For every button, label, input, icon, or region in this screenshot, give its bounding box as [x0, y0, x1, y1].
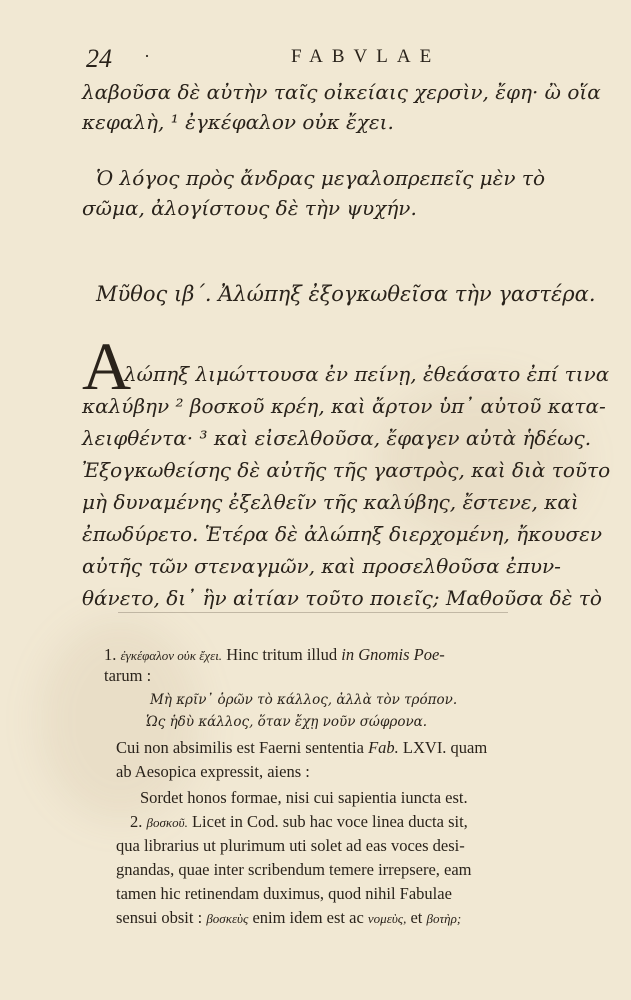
footnote-text: sensui obsit : [116, 908, 203, 927]
footnote-marker: 2. [130, 812, 143, 831]
footnote-text: enim idem est ac [252, 908, 364, 927]
greek-verse-line: Μὴ κρῖν᾽ ὁρῶν τὸ κάλλος, ἀλλὰ τὸν τρόπον. [150, 692, 458, 708]
fable-line: λώπηξ λιμώττουσα ἐν πείνῃ, ἐθεάσατο ἐπί τινα [124, 362, 610, 386]
drop-capital: A [82, 328, 132, 404]
footnote-text: et [410, 908, 423, 927]
running-title: FABVLAE [291, 46, 441, 67]
running-header [86, 44, 576, 72]
moral-line: σῶμα, ἀλογίστους δὲ τὴν ψυχήν. [82, 196, 417, 220]
footnote-greek-word: νομεὺς, [367, 911, 407, 926]
footnote-greek-word: βοσκεὺς [206, 911, 249, 926]
footnote-text: tamen hic retinendam duximus, quod nihil Fabulae [116, 884, 452, 903]
fable-line: λειφθέντα· ³ καὶ εἰσελθοῦσα, ἔφαγεν αὐτὰ ἡδέως. [82, 426, 592, 450]
footnote-latin-quote: Sordet honos formae, nisi cui sapientia iuncta est. [140, 788, 468, 807]
footnote-greek-lemma: ἐγκέφαλον οὐκ ἔχει. [120, 648, 223, 663]
footnote-text: LXVI. quam [402, 738, 488, 757]
footnote-text: tarum : [104, 666, 152, 685]
footnote-2-line [116, 908, 461, 929]
fable-line: καλύβην ² βοσκοῦ κρέη, καὶ ἄρτον ὑπ᾽ αὐτοῦ κατα- [82, 394, 606, 418]
footnote-text: ab Aesopica expressit, aiens : [116, 762, 310, 781]
footnote-text: Cui non absimilis est Faerni sententia [116, 738, 364, 757]
page-number: 24 [86, 44, 112, 73]
header-separator: · [144, 46, 150, 66]
fable-heading: Μῦθος ιβ΄. Ἀλώπηξ ἐξογκωθεῖσα τὴν γαστέρα. [96, 282, 596, 306]
footnote-text: gnandas, quae inter scribendum temere irrepsere, eam [116, 860, 472, 879]
footnote-rule [118, 612, 508, 613]
footnote-greek-lemma: βοσκοῦ. [146, 815, 188, 830]
fable-line: μὴ δυναμένης ἐξελθεῖν τῆς καλύβης, ἔστενε, καὶ [82, 490, 579, 514]
footnote-1-line [116, 738, 487, 758]
greek-text-line: λαβοῦσα δὲ αὐτὴν ταῖς οἰκείαις χερσὶν, ἔφη· ὢ οἵα [82, 80, 601, 104]
footnote-greek-word: βοτὴρ; [426, 911, 462, 926]
footnote-text: Hinc tritum illud [226, 645, 338, 664]
greek-verse-line: Ὡς ἡδὺ κάλλος, ὅταν ἔχῃ νοῦν σώφρονα. [146, 714, 428, 730]
fable-line: αὐτῆς τῶν στεναγμῶν, καὶ προσελθοῦσα ἐπυν- [82, 554, 561, 578]
fable-line: θάνετο, δι᾽ ἣν αἰτίαν τοῦτο ποιεῖς; Μαθοῦσα δὲ τὸ [82, 586, 602, 610]
moral-line: Ὁ λόγος πρὸς ἄνδρας μεγαλοπρεπεῖς μὲν τὸ [96, 166, 546, 190]
footnote-marker: 1. [104, 645, 117, 664]
fable-line: Ἐξογκωθείσης δὲ αὐτῆς τῆς γαστρὸς, καὶ διὰ τοῦτο [82, 458, 611, 482]
greek-text-line: κεφαλὴ, ¹ ἐγκέφαλον οὐκ ἔχει. [82, 110, 394, 134]
footnote-text: Licet in Cod. sub hac voce linea ducta sit, [191, 812, 468, 831]
footnote-1-line [104, 645, 445, 666]
footnote-text: qua librarius ut plurimum uti solet ad eas voces desi- [116, 836, 465, 855]
footnote-2-line [130, 812, 468, 833]
footnote-italic-text: in Gnomis Poe- [341, 645, 445, 664]
fable-line: ἐπωδύρετο. Ἑτέρα δὲ ἀλώπηξ διερχομένη, ἤκουσεν [82, 522, 603, 546]
footnote-italic-text: Fab. [368, 738, 399, 757]
